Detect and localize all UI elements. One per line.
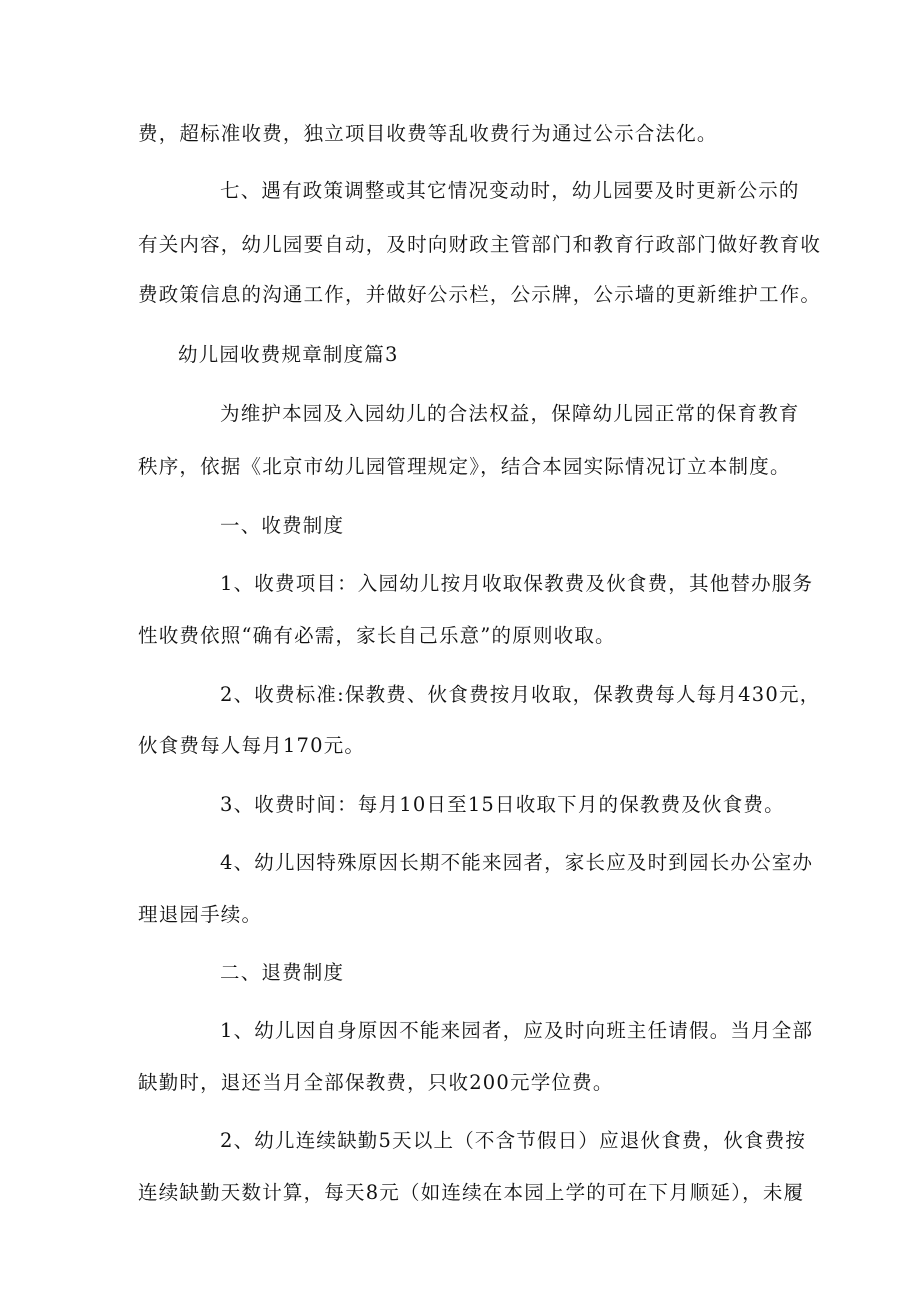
section-heading: 幼儿园收费规章制度篇3 <box>178 343 399 366</box>
paragraph-line: 为维护本园及入园幼儿的合法权益，保障幼儿园正常的保育教育 <box>220 402 800 425</box>
subsection-heading: 一、收费制度 <box>220 514 345 537</box>
paragraph-line: 连续缺勤天数计算，每天8元（如连续在本园上学的可在下月顺延），未履 <box>138 1181 805 1204</box>
paragraph-line: 费政策信息的沟通工作，并做好公示栏，公示牌，公示墙的更新维护工作。 <box>138 283 822 306</box>
paragraph-line: 2、幼儿连续缺勤5天以上（不含节假日）应退伙食费，伙食费按 <box>220 1129 807 1152</box>
paragraph-line: 费，超标准收费，独立项目收费等乱收费行为通过公示合法化。 <box>138 122 718 145</box>
paragraph-line: 七、遇有政策调整或其它情况变动时，幼儿园要及时更新公示的 <box>220 179 800 202</box>
paragraph-line: 1、收费项目：入园幼儿按月收取保教费及伙食费，其他替办服务 <box>220 572 814 595</box>
paragraph-line: 伙食费每人每月170元。 <box>138 734 366 757</box>
paragraph-line: 3、收费时间：每月10日至15日收取下月的保教费及伙食费。 <box>220 793 785 816</box>
paragraph-line: 秩序，依据《北京市幼儿园管理规定》，结合本园实际情况订立本制度。 <box>138 455 791 478</box>
paragraph-line: 性收费依照“确有必需，家长自己乐意”的原则收取。 <box>138 624 616 647</box>
paragraph-line: 理退园手续。 <box>138 903 263 926</box>
paragraph-line: 2、收费标准:保教费、伙食费按月收取，保教费每人每月430元， <box>220 683 821 706</box>
paragraph-line: 有关内容，幼儿园要自动，及时向财政主管部门和教育行政部门做好教育收 <box>138 233 822 256</box>
subsection-heading: 二、退费制度 <box>220 961 345 984</box>
paragraph-line: 1、幼儿因自身原因不能来园者，应及时向班主任请假。当月全部 <box>220 1019 814 1042</box>
paragraph-line: 4、幼儿因特殊原因长期不能来园者，家长应及时到园长办公室办 <box>220 851 814 874</box>
paragraph-line: 缺勤时，退还当月全部保教费，只收200元学位费。 <box>138 1071 614 1094</box>
